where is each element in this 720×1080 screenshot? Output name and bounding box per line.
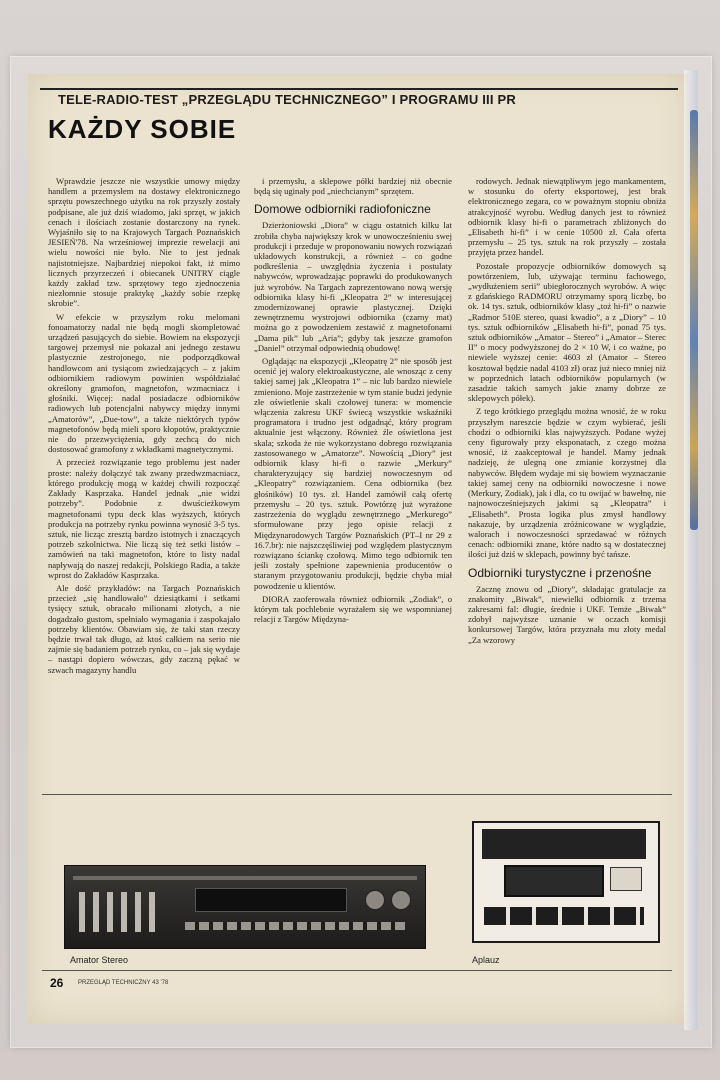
paragraph: Ale dość przykładów: na Targach Poznańskich przecież „się handlowało” dziesiątkami i setkami tysięcy sztuk, obracało milionami złotych, a nie dogadzało gustom, spełniało wymagania i zaspokajało potrzeby klientów. Obawiam się, że taki stan rzeczy będzie trwał tak długo, aż ktoś całkiem na serio nie zajmie się badaniem potrzeb rynku, co – jak się wydaje – nastąpi dopiero wówczas, gdy zaczną pękać w szwach magazyny handlu — [48, 582, 240, 675]
paragraph: Oglądając na ekspozycji „Kleopatrę 2” nie sposób jest ocenić jej walory elektroakustyczne, ale wnosząc z ceny takiej samej jak „Kleopatra 1” – nic lub bardzo niewiele zmieniono. Moje zastrzeżenie w tym stanie budzi jedynie złe oświetlenie skali czołowej tunera: w momencie włączenia zakresu UKF świecą wszystkie wskaźniki programatora i trudno jest odgadnąć, który program aktualnie jest włączony. Również źle oświetlona jest skala; szkoda że nie wykorzystano dobrego rozwiązania zastosowanego w „Amatorze”. Nowością „Diory” jest odbiornik klasy hi-fi o razwie „Merkury” charakteryzujący się bardziej nowoczesnym od „Kleopatry” rozwiązaniem. Cena odbiornika (bez głośników) 10 tys. zł. Handel zamówił całą ofertę przemysłu – 20 tys. sztuk. Powtórzę już wyrażone zastrzeżenia do wyglądu zewnętrznego „Merkurego” sformułowane przy jego opisie relacji z Międzynarodowych Targów Poznańskich (PT–I nr 29 z 16.7.br): nie najszczęśliwiej pod względem plastycznym rozwiązano ściankę czołową. Mimo tego odbiornik ten jeśli zostały spełnione zapewnienia producentów o staranym przygotowaniu produkcji, będzie chyba miał powodzenie u klientów. — [254, 356, 452, 591]
paragraph: Dzierżoniowski „Diora” w ciągu ostatnich kilku lat zrobiła chyba największy krok w unowocześnieniu swej produkcji i przeduje w proponowaniu nowych rozwiązań układowych konstrukcji, a również – co godne podkreślenia – uwzględnia życzenia i postulaty nabywców, wprowadzając poprawki do produkowanych już wyrobów. Na Targach zaprezentowano nową wersję odbiornika klasy hi-fi „Kleopatra 2” w interesującej zmodernizowanej oprawie plastycznej. Dzięki zewnętrznemu wystrojowi odbiornika (czarny mat) można go z powodzeniem zestawić z magnetofonami „Dama pik” lub „Aria”; gdyby tak jeszcze gramofon „Daniel” otrzymał odpowiednią obudowę! — [254, 220, 452, 353]
paragraph: W efekcie w przyszłym roku melomani fonoamatorzy nadal nie będą mogli skompletować urządzeń pasujących do siebie. Bowiem na ekspozycji targowej przemysł nie pokazał ani jednego zestawu plastycznie zestrojonego, nie podporządkował handlowcom ani tysiącom zwiedzających – z jakim odbiornikiem radiowym powinien współdziałać określony gramofon, magnetofon, wzmacniacz i głośniki. Więcej: nadal posiadacze odbiorników radiowych lub potencjalni nabywcy między innymi „Amatorów”, „Due-tow”, a także niektórych typów magnetofonów będą mieli sporo kłopotów, praktycznie nie do przezwyciężenia, gdy zechcą do nich dostosować gramofony z wkładkami magnetycznymi. — [48, 311, 240, 455]
page-number: 26 — [50, 976, 64, 990]
paragraph: Pozostałe propozycje odbiorników domowych są powtórzeniem, lub, używając terminu fachowego, „wydłużeniem serii” ubiegłorocznych wyrobów. A więc z gdańskiego RADMORU otrzymamy sporą liczbę, bo ok. 14 tys. sztuk, odbiorników klasy „toż hi-fi” o nazwie „Radmor 510E stereo, quasi kwadio”, a z „Diory” – 10 tys. sztuk odbiorników „Elisabeth hi-fi”, ponad 75 tys. sztuk odbiorników „Amator – Stereo” i „Amator – Sterec II” o mocy podwyższonej do 2 × 10 W, i co ważne, po niewiele wyższej cenie: 4603 zł (Amator – Stereo kosztował będzie nadal 4103 zł) oraz już nieco mniej niż w poprzednich latach odbiorników popularnych (w zasadzie takich samych jakie znamy dobrze ze sklepowych półek). — [468, 260, 666, 404]
paragraph: Wprawdzie jeszcze nie wszystkie umowy między handlem a przemysłem na dostawy elektronicznego sprzętu powszechnego użytku na rok przyszły zostały podpisane, ale już dziś wiadomo, jaki sprzęt, w jakich cenach i ilościach zostanie dostarczony na rynek. Wyjaśniło się to na Krajowych Targach Poznańskich JESIEŃ'78. Na wrześniowej imprezie rewelacji ani wielu nowości nie było. Nie to jest jednak najistotniejsze. Najbardziej niepokoi fakt, iż mimo licznych przyrzeczeń i obiecanek UNITRY ciągle każdy zakład tzw. sprzętowy tego zjednoczenia niezłomnie stosuje praktykę „każdy sobie rzepkę skrobie”. — [48, 176, 240, 309]
paragraph: Z tego krótkiego przeglądu można wnosić, że w roku przyszłym nareszcie będzie w czym wybierać, jeśli chodzi o odbiorniki klas najwyższych. Podane wyżej ceny figurowały przy eksponatach, z czego można wnosić, iż zaakceptował je handel. Mamy jednak nadzieję, że ulegną one zmianie korzystnej dla nabywców. Błędem wydaje mi się bowiem wyznaczanie takiej samej ceny na odbiorniki nowoczesne i nowe (Merkury, Zodiak), jak i dla, co tu owijać w bawełnę, nie najnowocześniejszych jakimi są „Kleopatra” i „Elisabeth”. Prosta logika plus zmysł handlowy nakazuje, by urządzenia zróżnicowane w wyglądzie, walorach i nowoczesności sprzedawać w różnych cenach: odbiorniki znane, które nadto są w dostatecznej ilości już dziś w sklepach, powinny być tańsze. — [468, 406, 666, 560]
header-rule — [40, 88, 678, 90]
cassette-window — [504, 865, 604, 897]
headline: KAŻDY SOBIE — [48, 114, 237, 144]
page-source: PRZEGLĄD TECHNICZNY 43 '78 — [78, 980, 169, 986]
cassette-keys — [484, 907, 644, 925]
aplauz-cassette-photo — [472, 821, 660, 943]
photo-caption-left: Amator Stereo — [70, 955, 129, 965]
paragraph: Zacznę znowu od „Diory”, składając gratulacje za znakomity „Biwak”, niewielki odbiornik z trzema zakresami fal: długie, średnie i UKF. Temże „Biwak” zdobył najwyższe uznanie w oczach komisji konkursowej Targów, która przyznała mu złoty medal „Za wzorowy — [468, 583, 666, 645]
article-column-2 — [254, 176, 452, 881]
cassette-lid — [482, 829, 646, 859]
stereo-slider — [79, 892, 85, 932]
stereo-tuner-display — [195, 888, 347, 912]
stereo-top-strip — [73, 876, 417, 880]
stereo-button-row — [185, 922, 405, 930]
stereo-slider — [121, 892, 127, 932]
magazine-page — [28, 74, 688, 1024]
series-title: TELE-RADIO-TEST „PRZEGLĄDU TECHNICZNEGO” I PROGRAMU III PR — [58, 92, 516, 107]
article-column-1 — [48, 176, 240, 881]
stereo-slider — [107, 892, 113, 932]
paragraph: rodowych. Jednak niewątpliwym jego mankamentem, w stosunku do oferty eksportowej, jest brak elektronicznego zegara, co w poważnym stopniu obniża atrakcyjność wyrobu. Według danych jest to również odbiornik klasy hi-fi o parametrach zbliżonych do „Elisabeth hi-fi” i w cenie 10500 zł. Cała oferta przemysłu – 25 tys. sztuk na rok przyszły – została przyjęta przez handel. — [468, 176, 666, 258]
amator-stereo-photo — [64, 865, 426, 949]
photo-caption-right: Aplauz — [472, 955, 500, 965]
paragraph: A przecież rozwiązanie tego problemu jest nader proste: należy dołączyć tak zwany przedwzmacniacz, którego produkcję mogą w każdej chwili rozpocząć Zakłady Kasprzaka. Handel jednak „nie widzi potrzeby”. Podobnie z dwuścieżkowym magnetofonami typu deck klas wyższych, których produkcja na potrzeby rynku powinna wynosić 3-5 tys. sztuk, nie licząc zresztą bardzo istotnych i znaczących potrzeb szkolnictwa. Nie liczą się też setki listów – zamówień na taki magnetofon, które to listy nadal napływają do naszej redakcji, Polskiego Radia, a także wprost do Zakładów Kasprzaka. — [48, 457, 240, 580]
section-heading: Odbiorniki turystyczne i przenośne — [468, 565, 652, 580]
cassette-meter — [610, 867, 642, 891]
paragraph: i przemysłu, a sklepowe półki bardziej niż obecnie będą się uginały pod „niechcianym” sprzętem. — [254, 176, 452, 197]
footer-rule — [42, 970, 672, 971]
stereo-slider — [93, 892, 99, 932]
stereo-knob — [391, 890, 411, 910]
paint-streak — [690, 110, 698, 530]
stereo-knob — [365, 890, 385, 910]
section-heading: Domowe odbiorniki radiofoniczne — [254, 202, 431, 217]
article-column-3 — [468, 176, 666, 881]
stereo-slider — [135, 892, 141, 932]
paragraph: DIORA zaoferowała również odbiornik „Zodiak”, o którym tak pochlebnie wyrażałem się we wspomnianej relacji z Targów Międzyna- — [254, 593, 452, 625]
photo-strip — [42, 794, 672, 971]
stereo-slider — [149, 892, 155, 932]
